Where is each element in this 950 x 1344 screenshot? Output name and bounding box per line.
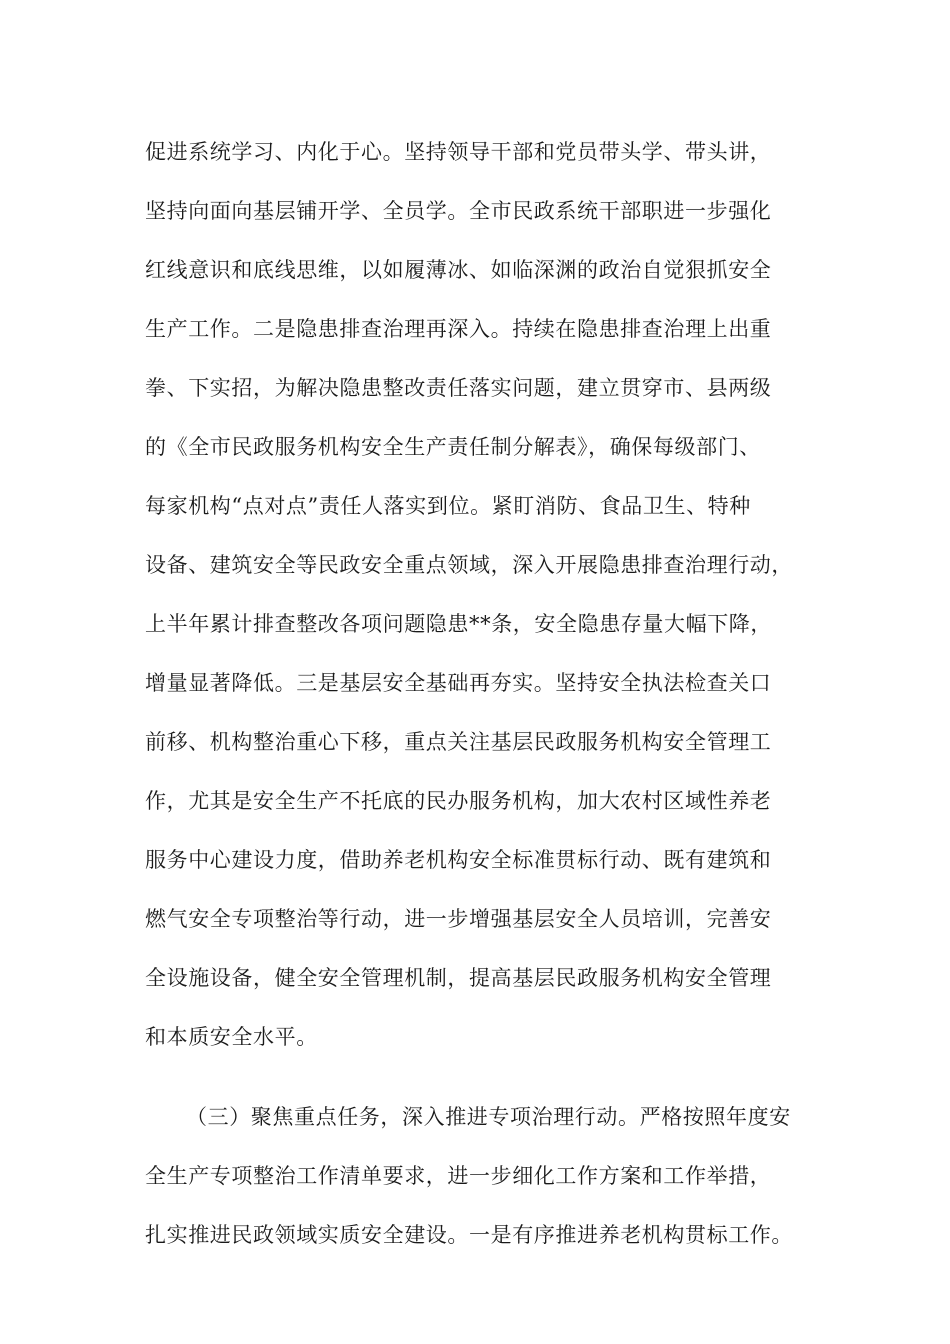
paragraph-line: 服务中心建设力度，借助养老机构安全标准贯标行动、既有建筑和 <box>145 848 772 872</box>
paragraph-line: 作，尤其是安全生产不托底的民办服务机构，加大农村区域性养老 <box>145 789 772 813</box>
paragraph-line: 拳、下实招，为解决隐患整改责任落实问题，建立贯穿市、县两级 <box>145 376 772 400</box>
paragraph-line: 全设施设备，健全安全管理机制，提高基层民政服务机构安全管理 <box>145 966 772 990</box>
paragraph-line: 生产工作。二是隐患排查治理再深入。持续在隐患排查治理上出重 <box>145 317 772 341</box>
paragraph-line: 红线意识和底线思维，以如履薄冰、如临深渊的政治自觉狠抓安全 <box>145 258 772 282</box>
paragraph-line: 坚持向面向基层铺开学、全员学。全市民政系统干部职进一步强化 <box>145 199 772 223</box>
paragraph-line: 燃气安全专项整治等行动，进一步增强基层安全人员培训，完善安 <box>145 907 772 931</box>
paragraph-line: 增量显著降低。三是基层安全基础再夯实。坚持安全执法检查关口 <box>145 671 772 695</box>
paragraph-line: 设备、建筑安全等民政安全重点领域，深入开展隐患排查治理行动， <box>145 553 793 577</box>
section-heading-line: （三）聚焦重点任务，深入推进专项治理行动。严格按照年度安 <box>186 1105 791 1129</box>
paragraph-line: 上半年累计排查整改各项问题隐患**条，安全隐患存量大幅下降， <box>145 612 772 636</box>
paragraph-line: 扎实推进民政领域实质安全建设。一是有序推进养老机构贯标工作。 <box>145 1223 793 1247</box>
paragraph-line: 促进系统学习、内化于心。坚持领导干部和党员带头学、带头讲， <box>145 140 772 164</box>
paragraph-line: 全生产专项整治工作清单要求，进一步细化工作方案和工作举措， <box>145 1164 772 1188</box>
paragraph-line: 的《全市民政服务机构安全生产责任制分解表》，确保每级部门、 <box>145 435 761 459</box>
paragraph-line: 每家机构“点对点”责任人落实到位。紧盯消防、食品卫生、特种 <box>145 494 751 518</box>
paragraph-line: 前移、机构整治重心下移，重点关注基层民政服务机构安全管理工 <box>145 730 772 754</box>
paragraph-line: 和本质安全水平。 <box>145 1025 318 1049</box>
